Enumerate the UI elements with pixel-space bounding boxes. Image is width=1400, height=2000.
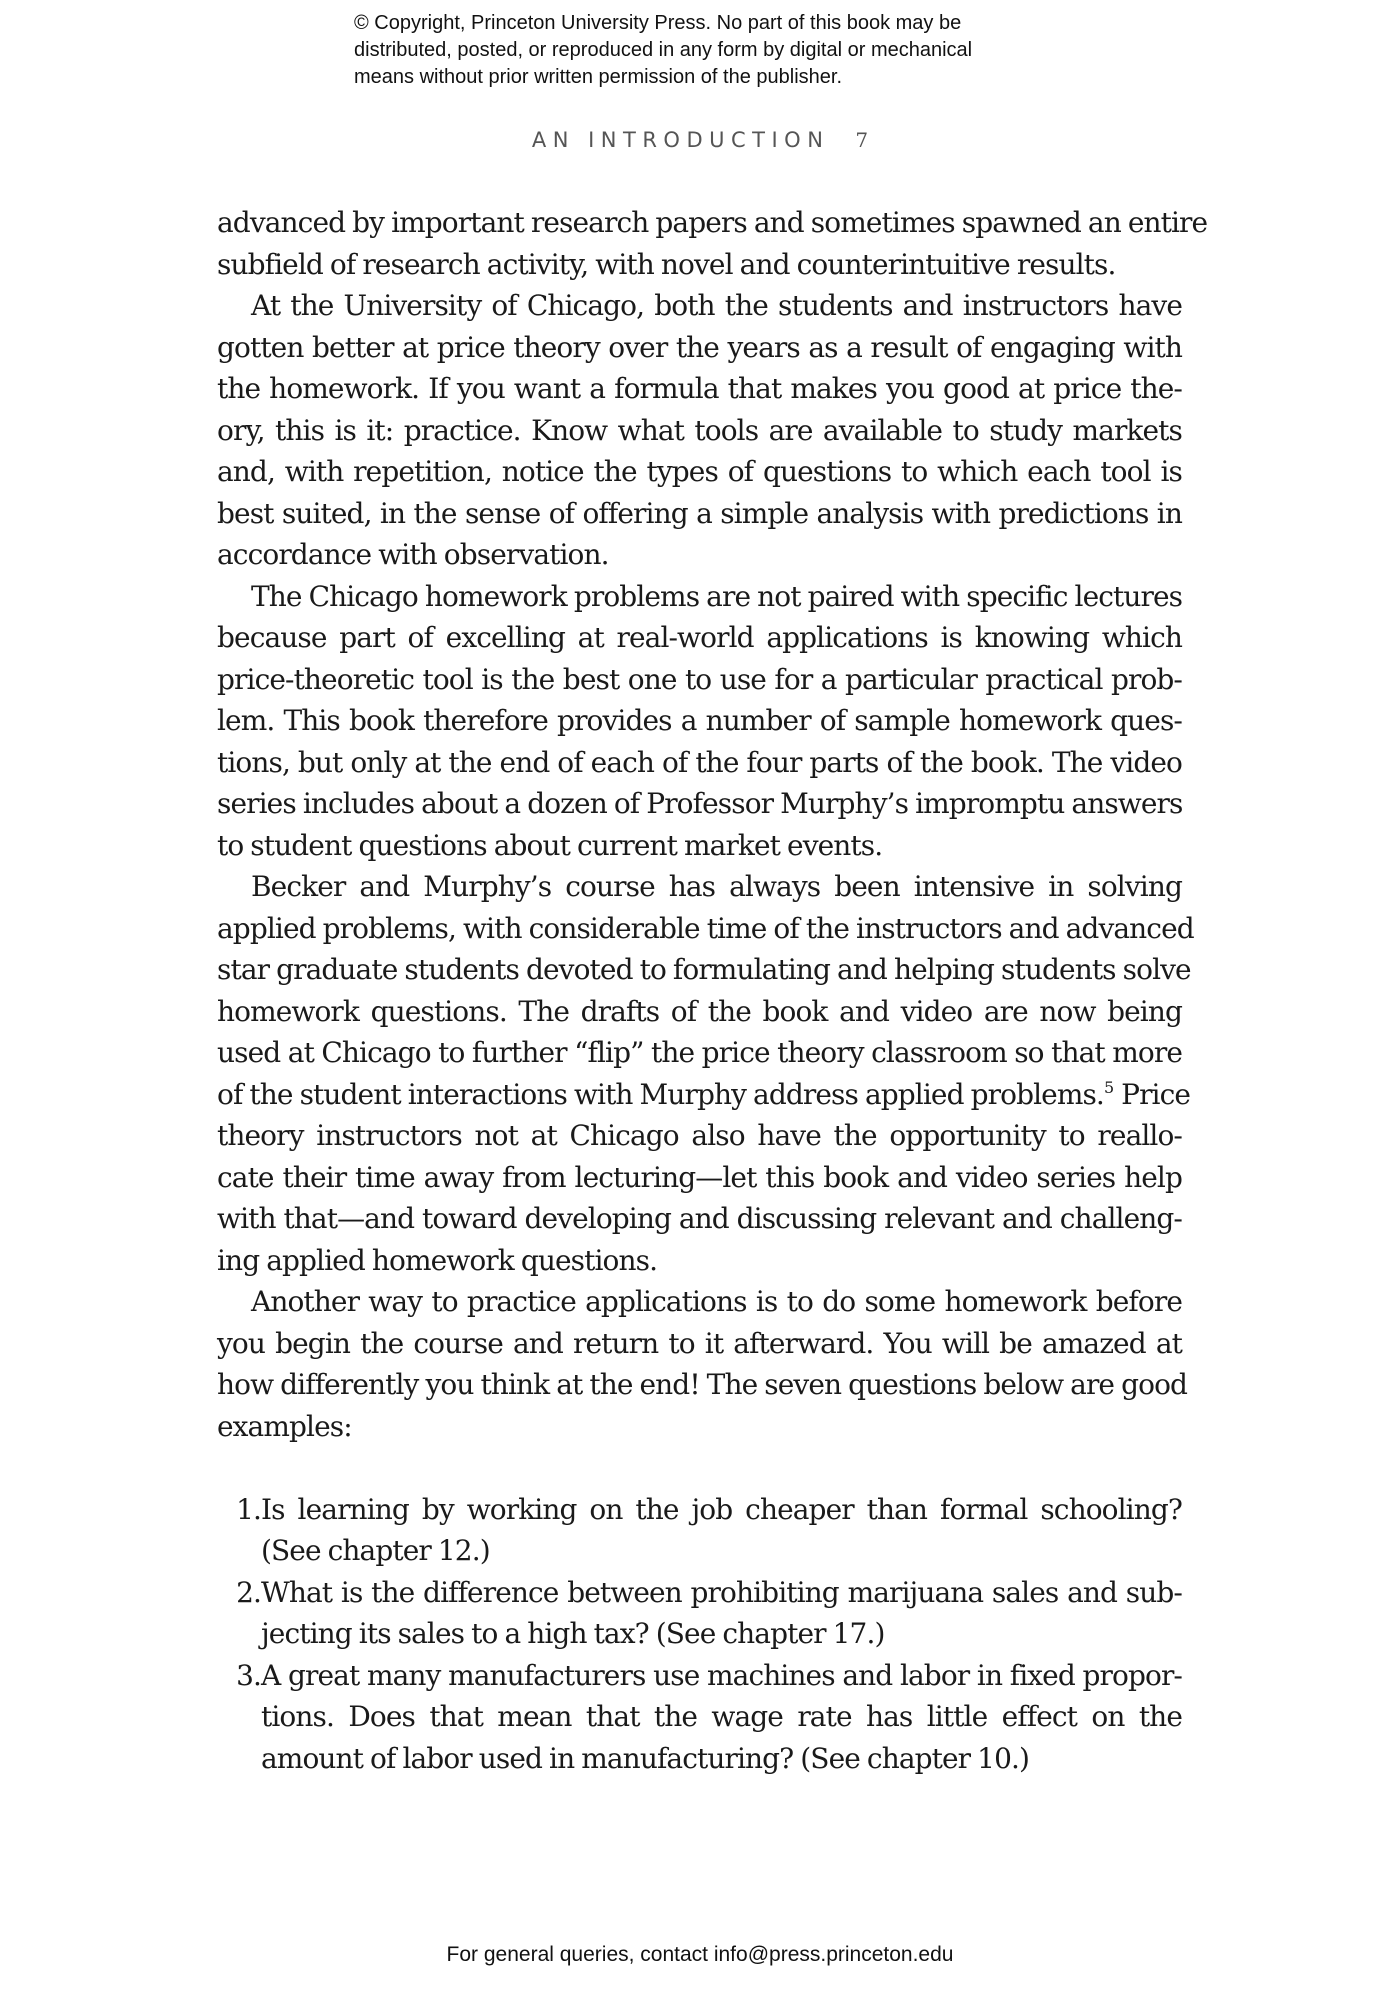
footer-contact: For general queries, contact info@press.princeton.edu: [446, 1943, 954, 1966]
list-item-line: [217, 1572, 1182, 1614]
paragraph: [217, 866, 1194, 1281]
text-line: tions. Does that mean that the wage rate has little effect on the: [261, 1700, 1182, 1733]
text-line: accordance with observation.: [217, 538, 609, 571]
copyright-line: © Copyright, Princeton University Press. No part of this book may be: [354, 12, 962, 34]
body-text: [217, 202, 1208, 1779]
text-line: jecting its sales to a high tax? (See chapter 17.): [261, 1617, 885, 1650]
text-line: and, with repetition, notice the types of questions to which each tool is: [217, 455, 1182, 488]
list-item-number-spacer: [217, 1613, 261, 1655]
text-line: What is the difference between prohibiting marijuana sales and sub-: [261, 1575, 1182, 1609]
list-item: [217, 1572, 1182, 1655]
text-line: examples:: [217, 1409, 352, 1443]
text-line: ory, this is it: practice. Know what tools are available to study markets: [217, 413, 1182, 447]
text-line: the homework. If you want a formula that makes you good at price the-: [217, 372, 1182, 405]
copyright-line: means without prior written permission of the publisher.: [354, 66, 843, 88]
text-segment: Price: [1114, 1077, 1191, 1111]
text-line: you begin the course and return to it afterward. You will be amazed at: [217, 1326, 1182, 1360]
text-line: applied problems, with considerable time of the instructors and advanced: [217, 911, 1194, 945]
page-number: 7: [855, 128, 869, 152]
text-line: series includes about a dozen of Professor Murphy’s impromptu answers: [217, 787, 1183, 820]
list-item-number-spacer: [217, 1530, 261, 1572]
list-item: [217, 1655, 1182, 1780]
text-line: At the University of Chicago, both the students and instructors have: [251, 289, 1182, 322]
copyright-line: distributed, posted, or reproduced in any form by digital or mechanical: [354, 39, 973, 61]
text-line: gotten better at price theory over the years as a result of engaging with: [217, 330, 1182, 364]
running-head-title: AN INTRODUCTION: [531, 128, 830, 152]
text-segment: of the student interactions with Murphy address applied problems.: [217, 1077, 1104, 1111]
text-line: lem. This book therefore provides a number of sample homework ques-: [217, 704, 1182, 737]
list-item-line: [217, 1738, 1182, 1780]
text-line: price-theoretic tool is the best one to use for a particular practical prob-: [217, 662, 1182, 696]
list-item: [217, 1489, 1182, 1572]
paragraph: [217, 202, 1208, 285]
paragraph: [217, 1281, 1188, 1447]
text-line: Another way to practice applications is to do some homework before: [251, 1285, 1182, 1318]
text-line: tions, but only at the end of each of the four parts of the book. The video: [217, 745, 1182, 779]
text-line: best suited, in the sense of offering a simple analysis with predictions in: [217, 496, 1182, 530]
list-item-line: [217, 1696, 1182, 1738]
list-item-number: 2.: [236, 1575, 261, 1609]
copyright-notice: [354, 10, 1094, 91]
paragraph: [217, 576, 1182, 867]
text-line: ing applied homework questions.: [217, 1243, 658, 1277]
text-line: theory instructors not at Chicago also have the opportunity to reallo-: [217, 1119, 1182, 1152]
text-line: The Chicago homework problems are not paired with specific lectures: [251, 579, 1183, 613]
text-line: cate their time away from lecturing—let this book and video series help: [217, 1160, 1182, 1194]
list-item-number-spacer: [217, 1738, 261, 1780]
text-line: advanced by important research papers and sometimes spawned an entire: [217, 206, 1208, 239]
list-item-number-spacer: [217, 1696, 261, 1738]
footer: [0, 1943, 1400, 1967]
text-line: subfield of research activity, with novel and counterintuitive results.: [217, 247, 1116, 281]
paragraph: [217, 285, 1182, 576]
footnote-marker[interactable]: 5: [1103, 1077, 1115, 1097]
text-line: homework questions. The drafts of the book and video are now being: [217, 994, 1182, 1028]
text-line: star graduate students devoted to formulating and helping students solve: [217, 953, 1191, 986]
text-line: because part of excelling at real-world applications is knowing which: [217, 621, 1182, 654]
text-line: to student questions about current market events.: [217, 828, 883, 862]
text-line: how differently you think at the end! The seven questions below are good: [217, 1368, 1188, 1401]
list-item-line: [217, 1655, 1182, 1697]
text-line: Becker and Murphy’s course has always been intensive in solving: [251, 870, 1182, 903]
text-line: A great many manufacturers use machines and labor in fixed propor-: [261, 1658, 1182, 1692]
list-item-line: [217, 1530, 1182, 1572]
text-line: amount of labor used in manufacturing? (See chapter 10.): [261, 1741, 1030, 1775]
list-item-line: [217, 1613, 1182, 1655]
running-head: [0, 128, 1400, 152]
text-line: (See chapter 12.): [261, 1534, 490, 1567]
text-line: used at Chicago to further “flip” the price theory classroom so that more: [217, 1036, 1182, 1069]
question-list: [217, 1489, 1182, 1780]
text-line: with that—and toward developing and discussing relevant and challeng-: [217, 1202, 1182, 1235]
list-item-number: 1.: [236, 1492, 261, 1526]
text-line: Is learning by working on the job cheaper than formal schooling?: [261, 1492, 1182, 1526]
list-item-line: [217, 1489, 1182, 1531]
text-line-with-footnote: [217, 1074, 1191, 1116]
list-item-number: 3.: [236, 1658, 261, 1692]
